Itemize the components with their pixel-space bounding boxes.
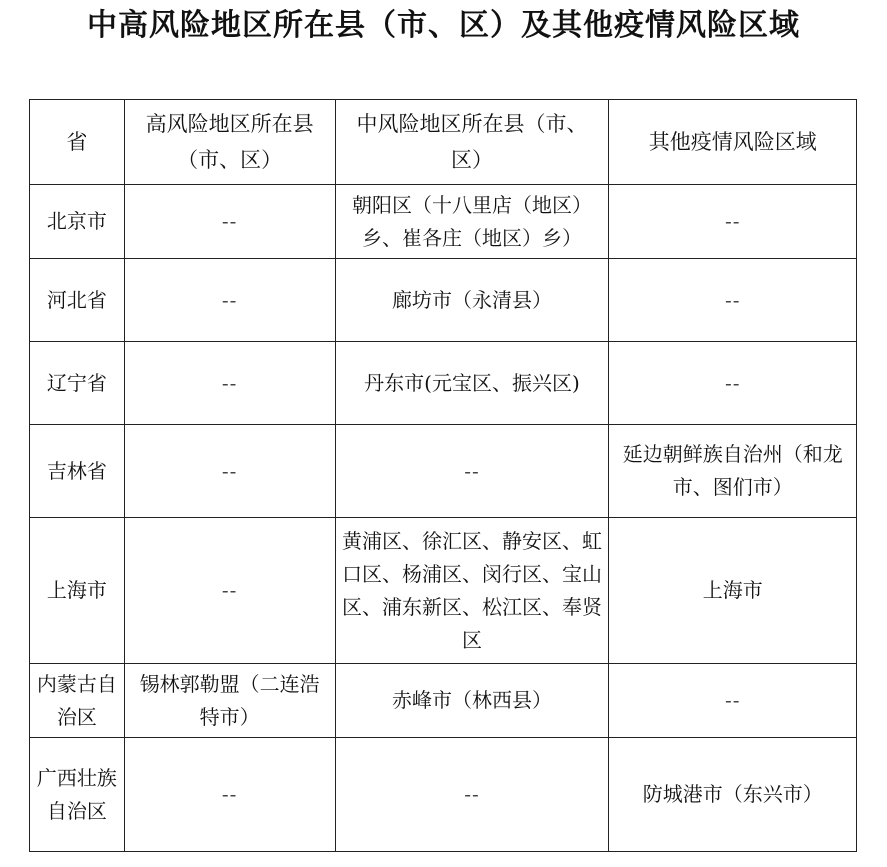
risk-area-table xyxy=(29,99,857,852)
cell-other-risk: 防城港市（东兴市） xyxy=(609,738,857,852)
cell-other-risk: 上海市 xyxy=(609,518,857,664)
cell-mid-risk: -- xyxy=(335,425,609,518)
table-row xyxy=(30,664,857,738)
header-high-risk: 高风险地区所在县（市、区） xyxy=(124,100,335,185)
cell-province: 吉林省 xyxy=(30,425,125,518)
cell-high-risk: -- xyxy=(124,259,335,342)
cell-other-risk: -- xyxy=(609,664,857,738)
cell-province: 北京市 xyxy=(30,185,125,259)
cell-high-risk: -- xyxy=(124,425,335,518)
cell-mid-risk: 朝阳区（十八里店（地区）乡、崔各庄（地区）乡） xyxy=(335,185,609,259)
cell-province: 广西壮族自治区 xyxy=(30,738,125,852)
header-other-risk: 其他疫情风险区域 xyxy=(609,100,857,185)
cell-province: 辽宁省 xyxy=(30,342,125,425)
table-row xyxy=(30,185,857,259)
cell-province: 内蒙古自治区 xyxy=(30,664,125,738)
cell-mid-risk: -- xyxy=(335,738,609,852)
cell-other-risk: 延边朝鲜族自治州（和龙市、图们市） xyxy=(609,425,857,518)
cell-high-risk: -- xyxy=(124,518,335,664)
cell-province: 上海市 xyxy=(30,518,125,664)
page-title: 中高风险地区所在县（市、区）及其他疫情风险区域 xyxy=(87,8,800,43)
cell-mid-risk: 黄浦区、徐汇区、静安区、虹口区、杨浦区、闵行区、宝山区、浦东新区、松江区、奉贤区 xyxy=(335,518,609,664)
cell-mid-risk: 廊坊市（永清县） xyxy=(335,259,609,342)
table-row xyxy=(30,425,857,518)
cell-high-risk: 锡林郭勒盟（二连浩特市） xyxy=(124,664,335,738)
header-mid-risk: 中风险地区所在县（市、区） xyxy=(335,100,609,185)
table-row xyxy=(30,738,857,852)
cell-mid-risk: 赤峰市（林西县） xyxy=(335,664,609,738)
table-header-row xyxy=(30,100,857,185)
table-row xyxy=(30,259,857,342)
cell-other-risk: -- xyxy=(609,342,857,425)
header-province: 省 xyxy=(30,100,125,185)
cell-mid-risk: 丹东市(元宝区、振兴区) xyxy=(335,342,609,425)
cell-other-risk: -- xyxy=(609,185,857,259)
cell-high-risk: -- xyxy=(124,185,335,259)
cell-high-risk: -- xyxy=(124,738,335,852)
cell-high-risk: -- xyxy=(124,342,335,425)
cell-province: 河北省 xyxy=(30,259,125,342)
table-row xyxy=(30,342,857,425)
table-row xyxy=(30,518,857,664)
cell-other-risk: -- xyxy=(609,259,857,342)
